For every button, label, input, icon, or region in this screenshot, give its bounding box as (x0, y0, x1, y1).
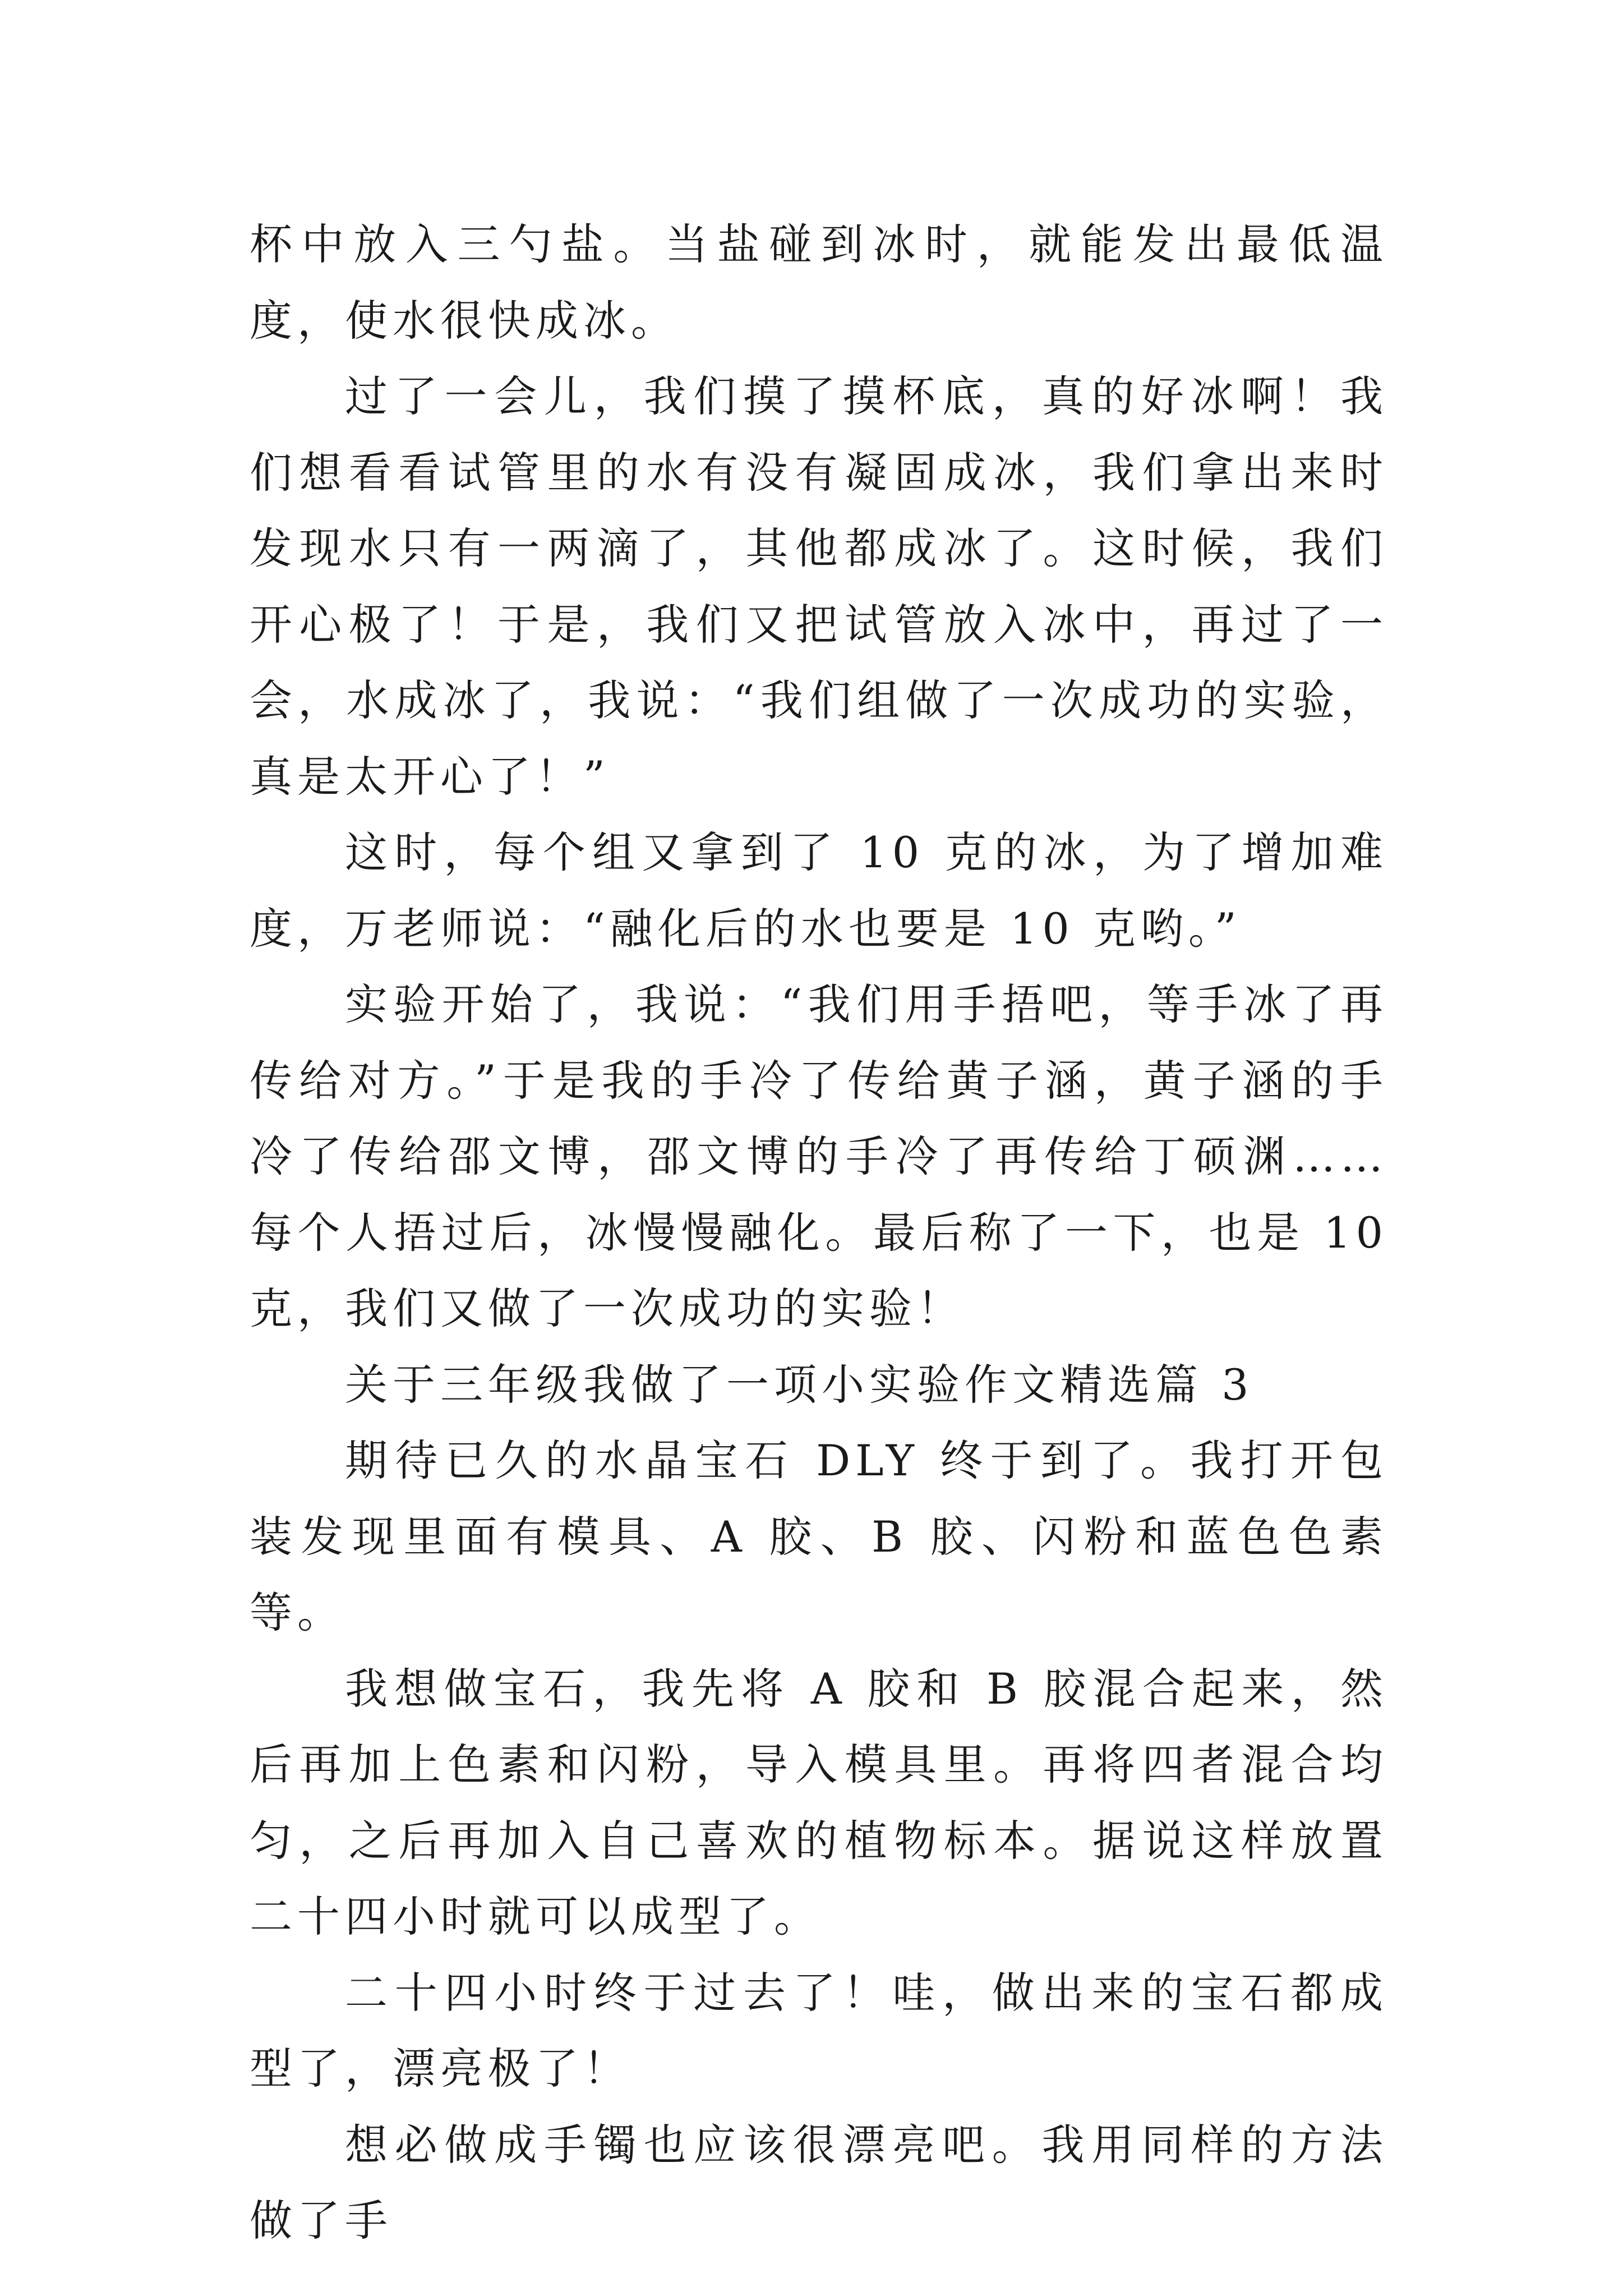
document-body (250, 206, 1388, 2259)
paragraph-7: 二十四小时终于过去了！哇，做出来的宝石都成型了，漂亮极了！ (250, 1967, 1388, 2093)
paragraph-1: 杯中放入三勺盐。当盐碰到冰时，就能发出最低温度，使水很快成冰。 (250, 219, 1388, 346)
paragraph-8: 想必做成手镯也应该很漂亮吧。我用同样的方法做了手 (250, 2119, 1388, 2246)
paragraph-4: 实验开始了，我说：“我们用手捂吧，等手冰了再传给对方。”于是我的手冷了传给黄子涵，黄子涵的手冷了传给邵文博，邵文博的手冷了再传给丁硕渊……每个人捂过后，冰慢慢融化。最后称了一下，也是 10 克，我们又做了一次成功的实验！ (250, 979, 1388, 1333)
paragraph-2: 过了一会儿，我们摸了摸杯底，真的好冰啊！我们想看看试管里的水有没有凝固成冰，我们拿出来时发现水只有一两滴了，其他都成冰了。这时候，我们开心极了！于是，我们又把试管放入冰中，再过了一会，水成冰了，我说：“我们组做了一次成功的实验，真是太开心了！” (250, 371, 1388, 802)
section-heading: 关于三年级我做了一项小实验作文精选篇 3 (345, 1359, 1254, 1410)
paragraph-5: 期待已久的水晶宝石 DLY 终于到了。我打开包装发现里面有模具、A 胶、B 胶、闪粉和蓝色色素等。 (250, 1435, 1388, 1637)
paragraph-3: 这时，每个组又拿到了 10 克的冰，为了增加难度，万老师说：“融化后的水也要是 10 克哟。” (250, 827, 1388, 954)
paragraph-6: 我想做宝石，我先将 A 胶和 B 胶混合起来，然后再加上色素和闪粉，导入模具里。再将四者混合均匀，之后再加入自己喜欢的植物标本。据说这样放置二十四小时就可以成型了。 (250, 1663, 1388, 1941)
